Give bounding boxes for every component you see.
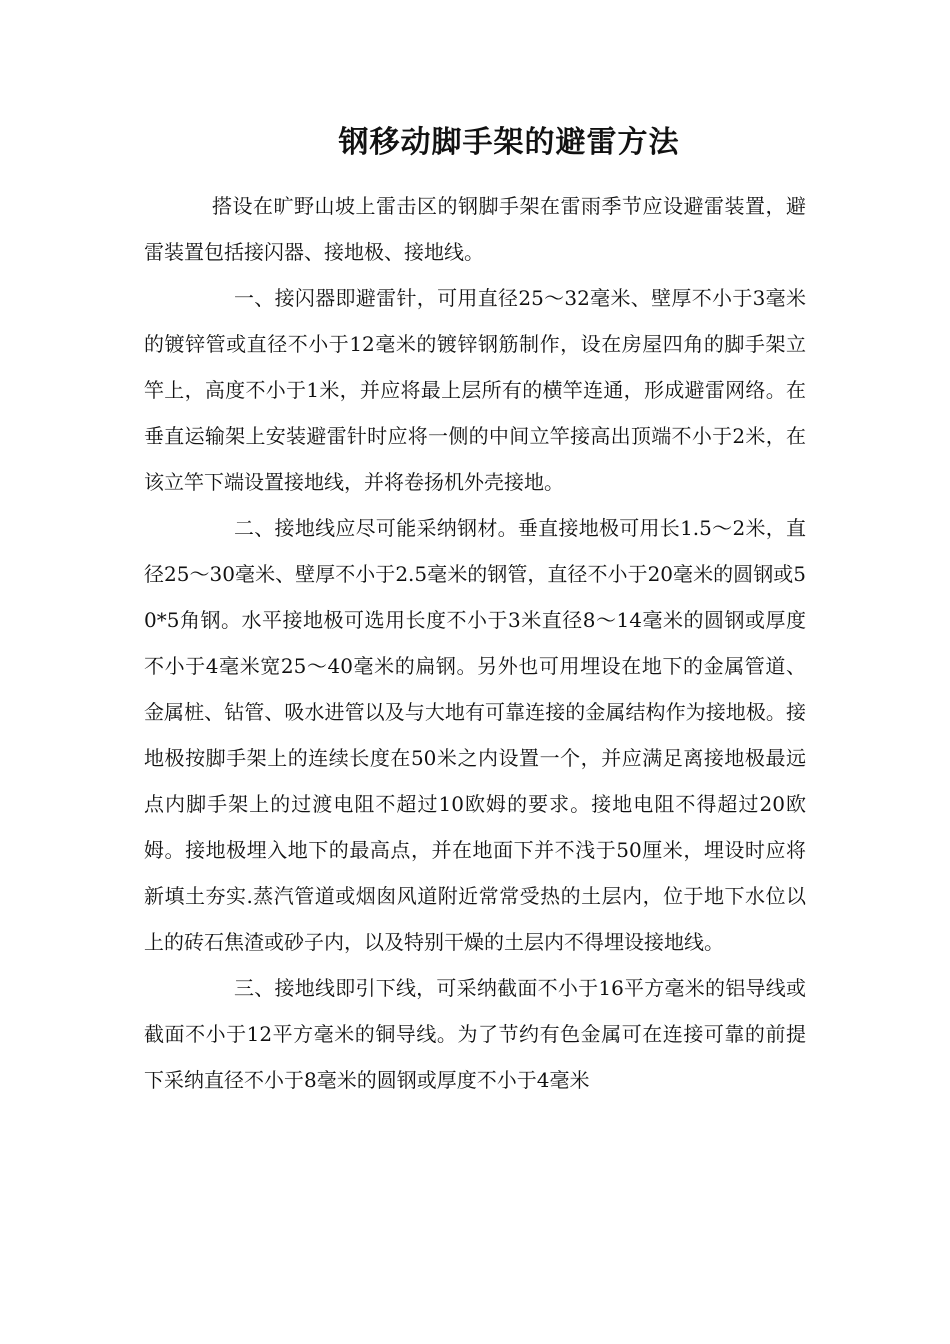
section-two-paragraph: 二、接地线应尽可能采纳钢材。垂直接地极可用长1.5～2米，直径25～30毫米、壁厚不小于2.5毫米的钢管，直径不小于20毫米的圆钢或50*5角钢。水平接地极可选用长度不小于3米直径8～14毫米的圆钢或厚度不小于4毫米宽25～40毫米的扁钢。另外也可用埋设在地下的金属管道、金属桩、钻管、吸水进管以及与大地有可靠连接的金属结构作为接地极。接地极按脚手架上的连续长度在50米之内设置一个，并应满足离接地极最远点内脚手架上的过渡电阻不超过10欧姆的要求。接地电阻不得超过20欧姆。接地极埋入地下的最高点，并在地面下并不浅于50厘米，埋设时应将新填土夯实.蒸汽管道或烟囱风道附近常常受热的土层内，位于地下水位以上的砖石焦渣或砂子内，以及特别干燥的土层内不得埋设接地线。 — [144, 516, 806, 954]
document-body — [144, 183, 806, 1103]
intro-paragraph: 搭设在旷野山坡上雷击区的钢脚手架在雷雨季节应设避雷装置，避雷装置包括接闪器、接地极、接地线。 — [144, 194, 806, 264]
section-three-paragraph: 三、接地线即引下线，可采纳截面不小于16平方毫米的铝导线或截面不小于12平方毫米的铜导线。为了节约有色金属可在连接可靠的前提下采纳直径不小于8毫米的圆钢或厚度不小于4毫米 — [144, 976, 806, 1092]
document-title: 钢移动脚手架的避雷方法 — [338, 125, 680, 160]
section-one-paragraph: 一、接闪器即避雷针，可用直径25～32毫米、壁厚不小于3毫米的镀锌管或直径不小于12毫米的镀锌钢筋制作，设在房屋四角的脚手架立竿上，高度不小于1米，并应将最上层所有的横竿连通，形成避雷网络。在垂直运输架上安装避雷针时应将一侧的中间立竿接高出顶端不小于2米，在该立竿下端设置接地线，并将卷扬机外壳接地。 — [144, 286, 806, 494]
